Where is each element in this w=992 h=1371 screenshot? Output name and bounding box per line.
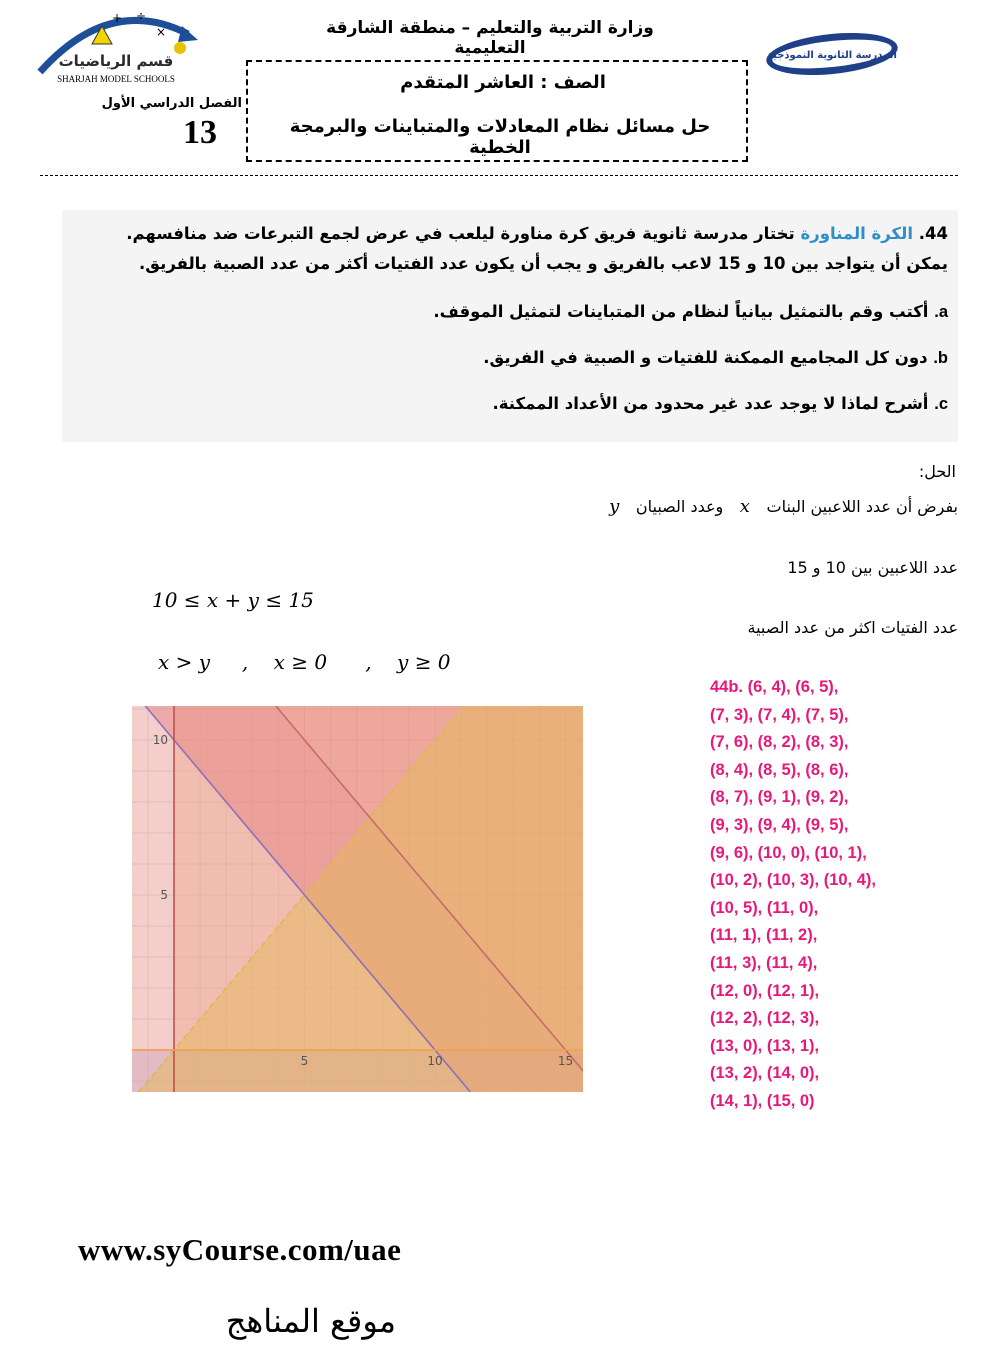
feasible-region-graph bbox=[132, 706, 583, 1092]
answer-line: (10, 5), (11, 0), bbox=[710, 898, 819, 917]
answer-line: (12, 0), (12, 1), bbox=[710, 981, 820, 1000]
x-tick-label: 15 bbox=[557, 1054, 574, 1068]
grade-label: الصف : العاشر المتقدم bbox=[400, 72, 606, 93]
problem-topic: الكرة المناورة bbox=[800, 224, 913, 243]
x-tick-label: 10 bbox=[427, 1054, 443, 1068]
problem-part-b: b. دون كل المجاميع الممكنة للفتيات و الصبية في الفريق. bbox=[483, 348, 948, 367]
answer-line: (8, 7), (9, 1), (9, 2), bbox=[710, 788, 849, 807]
svg-text:÷: ÷ bbox=[136, 9, 147, 23]
players-range-text: عدد اللاعبين بين 10 و 15 bbox=[787, 558, 958, 577]
variable-y: y bbox=[609, 496, 620, 517]
inequality-1: 10 ≤ x + y ≤ 15 bbox=[152, 588, 314, 612]
answer-line: (9, 3), (9, 4), (9, 5), bbox=[710, 815, 849, 834]
inequality-2: x > y , x ≥ 0 , y ≥ 0 bbox=[158, 650, 451, 674]
problem-text-2: يمكن أن يتواجد بين 10 و 15 لاعب بالفريق و يجب أن يكون عدد الفتيات أكثر من عدد الصبية بالفريق. bbox=[139, 254, 948, 273]
semester-label: الفصل الدراسي الأول bbox=[101, 96, 242, 111]
title-box bbox=[246, 60, 748, 162]
x-tick-label: 5 bbox=[300, 1054, 309, 1068]
problem-part-a: a. أكتب وقم بالتمثيل بيانياً لنظام من المتباينات لتمثيل الموقف. bbox=[433, 302, 948, 321]
logo-left-text: قسم الرياضيات bbox=[58, 52, 174, 70]
graph-canvas bbox=[132, 706, 583, 1092]
grade-number: 13 bbox=[183, 114, 217, 151]
y-tick-label: 5 bbox=[160, 888, 168, 902]
logo-right-text: المدرسة الثانوية النموذجية bbox=[767, 50, 897, 61]
svg-text:+: + bbox=[112, 11, 123, 25]
answer-line: (12, 2), (12, 3), bbox=[710, 1009, 820, 1028]
problem-line-1 bbox=[126, 224, 948, 243]
answer-line: (10, 2), (10, 3), (10, 4), bbox=[710, 871, 876, 890]
lesson-title: حل مسائل نظام المعادلات والمتباينات والبرمجة الخطية bbox=[289, 116, 711, 158]
answer-line: (9, 6), (10, 0), (10, 1), bbox=[710, 843, 867, 862]
answer-line: (14, 1), (15, 0) bbox=[710, 1091, 815, 1110]
ministry-heading: وزارة التربية والتعليم – منطقة الشارقة التعليمية bbox=[326, 18, 654, 58]
answer-line: (13, 0), (13, 1), bbox=[710, 1036, 820, 1055]
solution-label: الحل: bbox=[918, 462, 956, 481]
variable-x: x bbox=[739, 496, 750, 517]
site-name: موقع المناهج bbox=[225, 1302, 396, 1340]
problem-part-c: c. أشرح لماذا لا يوجد عدد غير محدود من الأعداد الممكنة. bbox=[492, 394, 948, 413]
answer-line: (11, 3), (11, 4), bbox=[710, 953, 818, 972]
answer-line: (11, 1), (11, 2), bbox=[710, 926, 818, 945]
model-school-logo bbox=[762, 14, 904, 92]
problem-number: 44. bbox=[918, 224, 948, 243]
answer-line: (7, 3), (7, 4), (7, 5), bbox=[710, 705, 849, 724]
solution-assumption: بفرض أن عدد اللاعبين البنات x وعدد الصبيان y bbox=[609, 496, 958, 517]
y-tick-label: 10 bbox=[152, 733, 168, 747]
logo-left-caption: SHARJAH MODEL SCHOOLS bbox=[57, 74, 175, 84]
answer-line: 44b. (6, 4), (6, 5), bbox=[710, 678, 839, 696]
problem-block bbox=[62, 210, 958, 442]
girls-more-text: عدد الفتيات اكثر من عدد الصبية bbox=[747, 618, 958, 637]
answer-line: (7, 6), (8, 2), (8, 3), bbox=[710, 733, 849, 752]
answer-line: (8, 4), (8, 5), (8, 6), bbox=[710, 760, 849, 779]
answer-line: (13, 2), (14, 0), bbox=[710, 1064, 820, 1083]
site-url[interactable]: www.syCourse.com/uae bbox=[78, 1232, 402, 1267]
math-department-logo bbox=[30, 4, 202, 88]
header-separator bbox=[40, 175, 958, 176]
svg-text:×: × bbox=[156, 25, 167, 39]
problem-text-1: تختار مدرسة ثانوية فريق كرة مناورة ليلعب في عرض لجمع التبرعات ضد منافسهم. bbox=[126, 224, 795, 243]
answer-list bbox=[710, 674, 876, 1116]
